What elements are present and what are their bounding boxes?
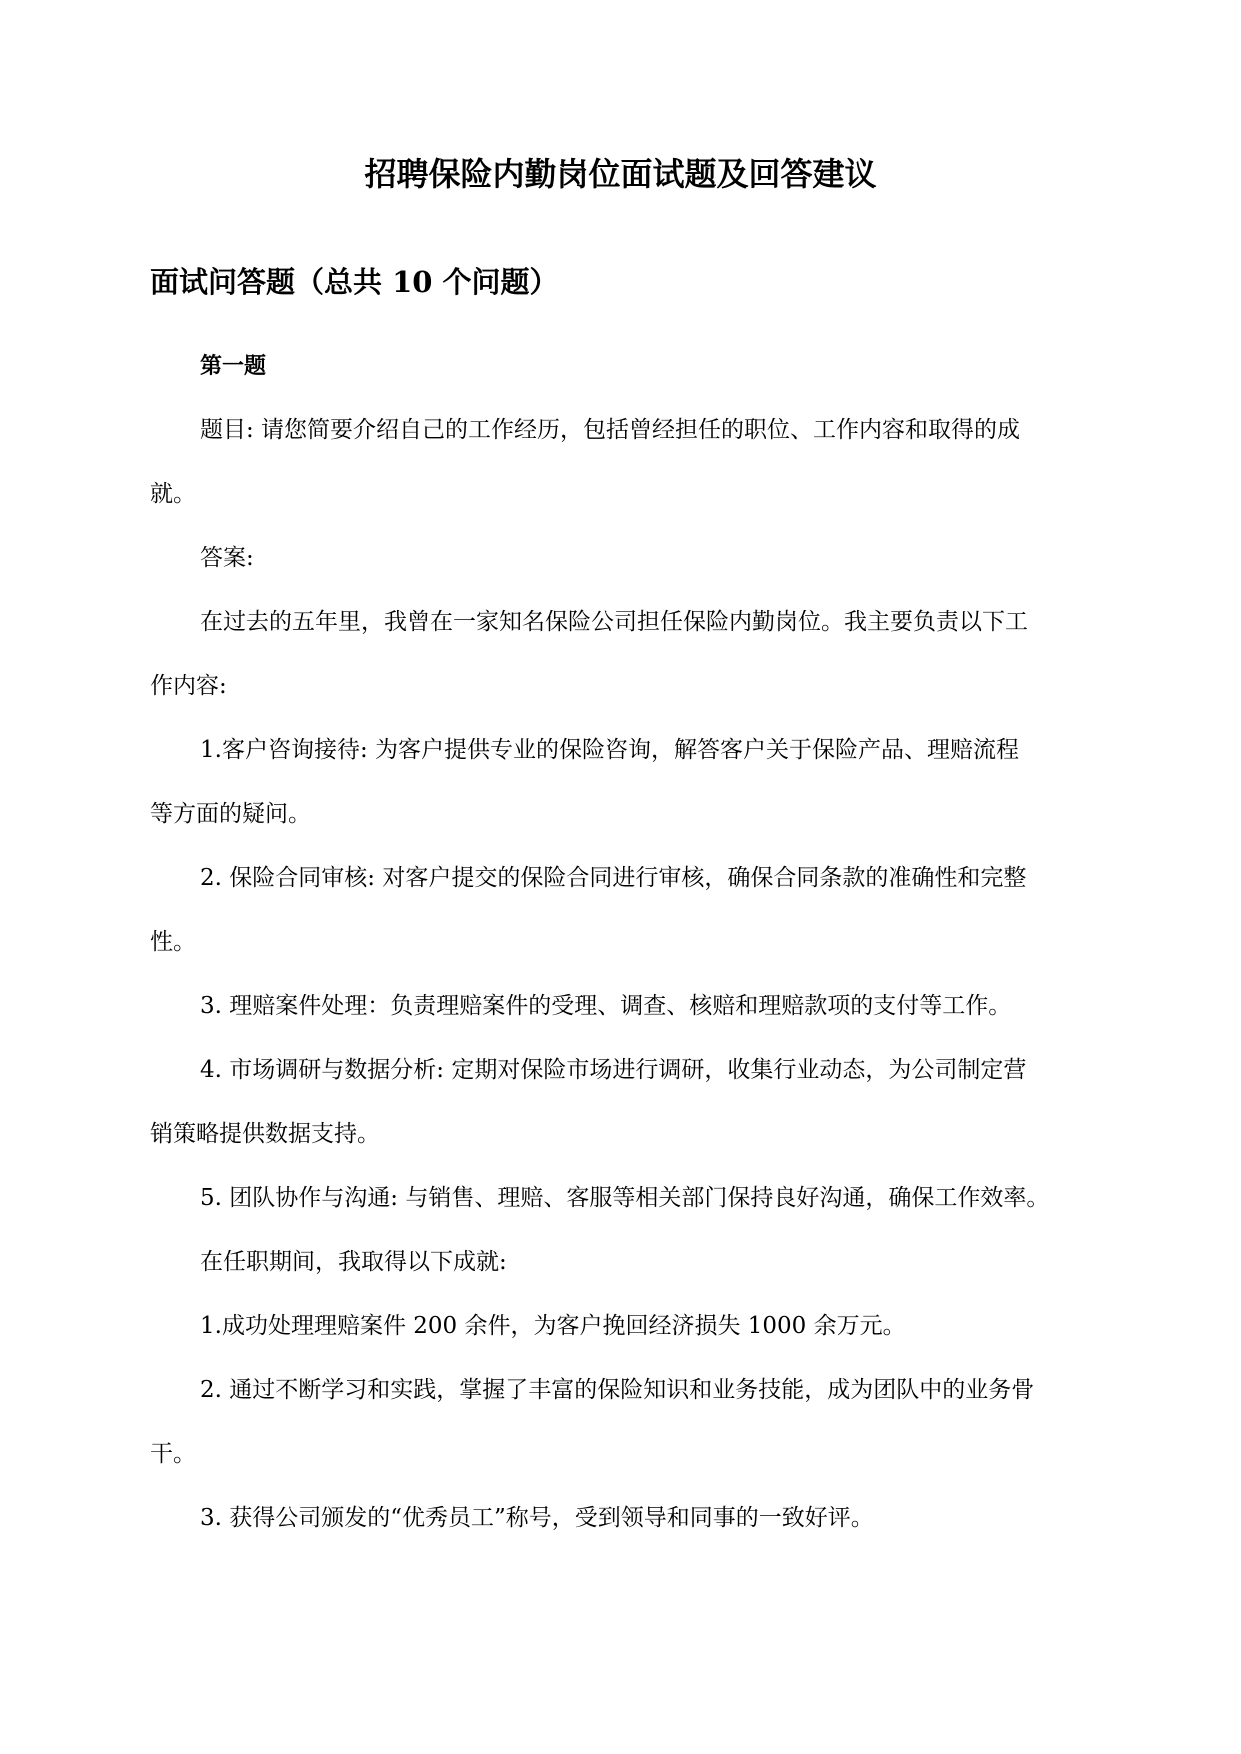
- duty-item: [150, 846, 1090, 974]
- duty-item-line-1: 2. 保险合同审核: 对客户提交的保险合同进行审核，确保合同条款的准确性和完整: [200, 865, 1027, 891]
- question-line-1: 题目: 请您简要介绍自己的工作经历，包括曾经担任的职位、工作内容和取得的成: [200, 417, 1021, 443]
- duty-item: [150, 1166, 1090, 1230]
- answer-label: [150, 526, 1090, 590]
- duty-item-line-2: 性。: [150, 929, 196, 955]
- achievement-item-line-1: 3. 获得公司颁发的“优秀员工”称号，受到领导和同事的一致好评。: [200, 1505, 874, 1531]
- question-line-2: 就。: [150, 481, 196, 507]
- answer-intro: [150, 590, 1090, 718]
- duty-item: [150, 718, 1090, 846]
- duty-item-line-2: 等方面的疑问。: [150, 801, 311, 827]
- section-heading: 面试问答题（总共 10 个问题）: [150, 265, 559, 299]
- achievement-item: [150, 1486, 1090, 1550]
- achievement-item-line-2: 干。: [150, 1441, 196, 1467]
- duty-item-line-1: 1.客户咨询接待: 为客户提供专业的保险咨询，解答客户关于保险产品、理赔流程: [200, 737, 1020, 763]
- answer-intro-line-2: 作内容:: [150, 673, 227, 699]
- duty-item-line-1: 5. 团队协作与沟通: 与销售、理赔、客服等相关部门保持良好沟通，确保工作效率。: [200, 1185, 1050, 1211]
- achievement-item-line-1: 1.成功处理理赔案件 200 余件，为客户挽回经济损失 1000 余万元。: [200, 1313, 906, 1339]
- duty-item: [150, 974, 1090, 1038]
- duty-item-line-1: 3. 理赔案件处理：负责理赔案件的受理、调查、核赔和理赔款项的支付等工作。: [200, 993, 1012, 1019]
- duty-item-line-1: 4. 市场调研与数据分析: 定期对保险市场进行调研，收集行业动态，为公司制定营: [200, 1057, 1027, 1083]
- answer-label-text: 答案:: [200, 545, 254, 571]
- document-title: 招聘保险内勤岗位面试题及回答建议: [364, 155, 877, 193]
- achievements-intro: [150, 1230, 1090, 1294]
- duty-item: [150, 1038, 1090, 1166]
- question-heading: 第一题: [200, 353, 267, 379]
- achievements-intro-text: 在任职期间，我取得以下成就:: [200, 1249, 507, 1275]
- achievement-item-line-1: 2. 通过不断学习和实践，掌握了丰富的保险知识和业务技能，成为团队中的业务骨: [200, 1377, 1035, 1403]
- achievement-item: [150, 1358, 1090, 1486]
- duty-item-line-2: 销策略提供数据支持。: [150, 1121, 380, 1147]
- question-text: [150, 398, 1090, 526]
- answer-intro-line-1: 在过去的五年里，我曾在一家知名保险公司担任保险内勤岗位。我主要负责以下工: [200, 609, 1028, 635]
- achievement-item: [150, 1294, 1090, 1358]
